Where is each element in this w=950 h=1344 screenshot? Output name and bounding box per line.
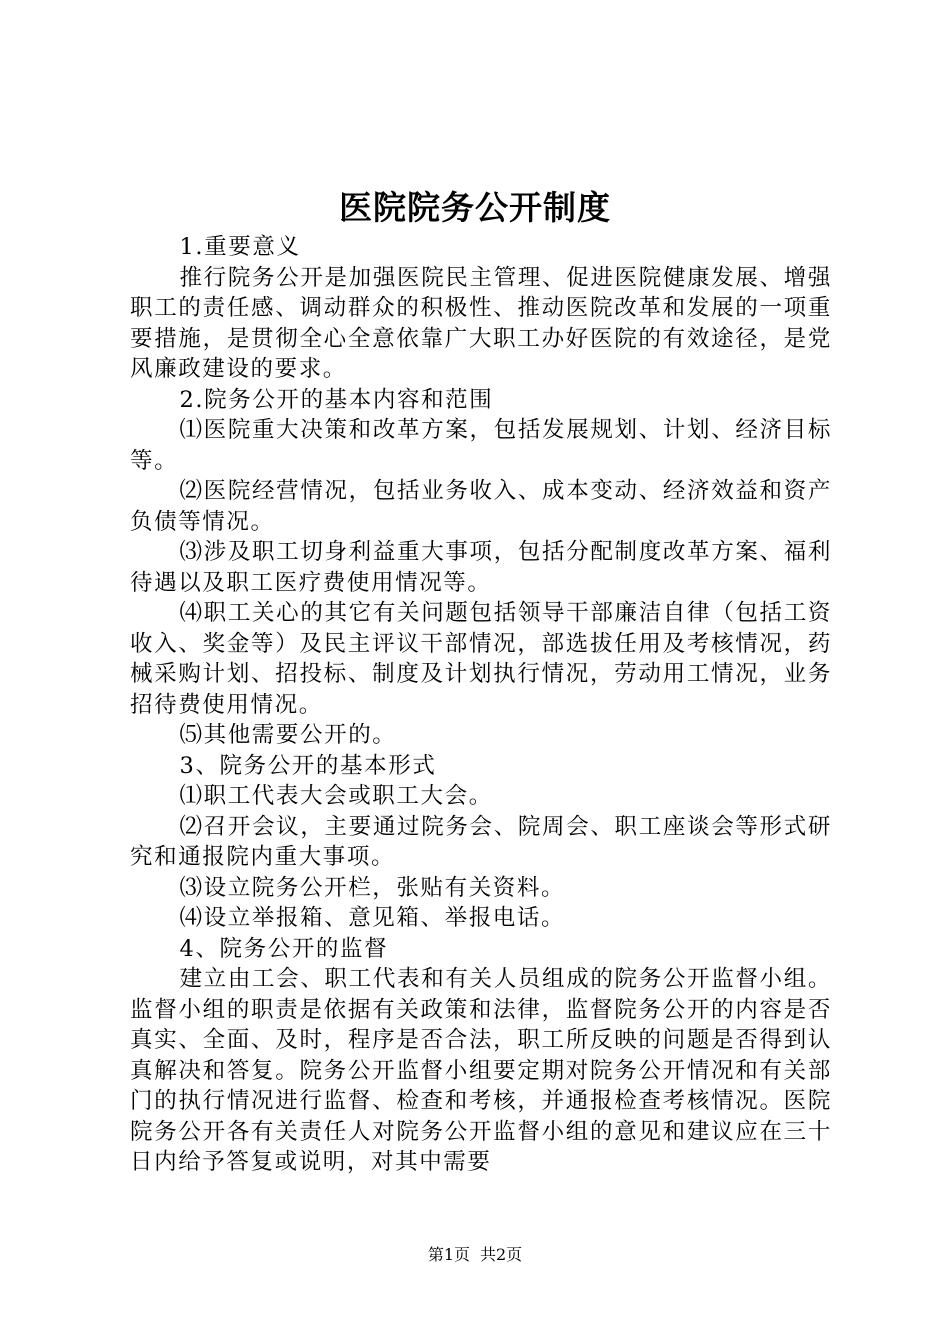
- list-item: ⑶涉及职工切身利益重大事项，包括分配制度改革方案、福利待遇以及职工医疗费使用情况等。: [130, 539, 832, 596]
- page-number: 第1页: [427, 1245, 470, 1264]
- list-item: ⑷职工关心的其它有关问题包括领导干部廉洁自律（包括工资收入、奖金等）及民主评议干部情况，部选拔任用及考核情况，药械采购计划、招投标、制度及计划执行情况，劳动用工情况，业务招待费使用情况。: [130, 600, 832, 718]
- document-body: [130, 232, 832, 1178]
- list-item: ⑵医院经营情况，包括业务收入、成本变动、经济效益和资产负债等情况。: [130, 478, 832, 535]
- section-heading-1: 1.重要意义: [179, 234, 301, 260]
- page-footer: [0, 1243, 950, 1267]
- list-item: ⑶设立院务公开栏，张贴有关资料。: [179, 874, 566, 901]
- list-item: ⑷设立举报箱、意见箱、举报电话。: [179, 905, 566, 931]
- list-item: ⑴医院重大决策和改革方案，包括发展规划、计划、经济目标等。: [130, 417, 832, 474]
- list-item: ⑵召开会议，主要通过院务会、院周会、职工座谈会等形式研究和通报院内重大事项。: [130, 813, 832, 870]
- paragraph: 推行院务公开是加强医院民主管理、促进医院健康发展、增强职工的责任感、调动群众的积极性、推动医院改革和发展的一项重要措施，是贯彻全心全意依靠广大职工办好医院的有效途径，是党风廉政建设的要求。: [130, 264, 832, 382]
- section-heading-3: 3、院务公开的基本形式: [179, 752, 437, 779]
- list-item: ⑴职工代表大会或职工大会。: [179, 783, 493, 809]
- section-heading-4: 4、院务公开的监督: [179, 935, 389, 962]
- page-total: 共2页: [480, 1245, 523, 1264]
- list-item: ⑸其他需要公开的。: [179, 722, 397, 748]
- document-title: 医院院务公开制度: [339, 188, 611, 227]
- paragraph: 建立由工会、职工代表和有关人员组成的院务公开监督小组。监督小组的职责是依据有关政策和法律，监督院务公开的内容是否真实、全面、及时，程序是否合法，职工所反映的问题是否得到认真解决和答复。院务公开监督小组要定期对院务公开情况和有关部门的执行情况进行监督、检查和考核，并通报检查考核情况。医院院务公开各有关责任人对院务公开监督小组的意见和建议应在三十日内给予答复或说明，对其中需要: [130, 966, 832, 1175]
- section-heading-2: 2.院务公开的基本内容和范围: [179, 386, 494, 413]
